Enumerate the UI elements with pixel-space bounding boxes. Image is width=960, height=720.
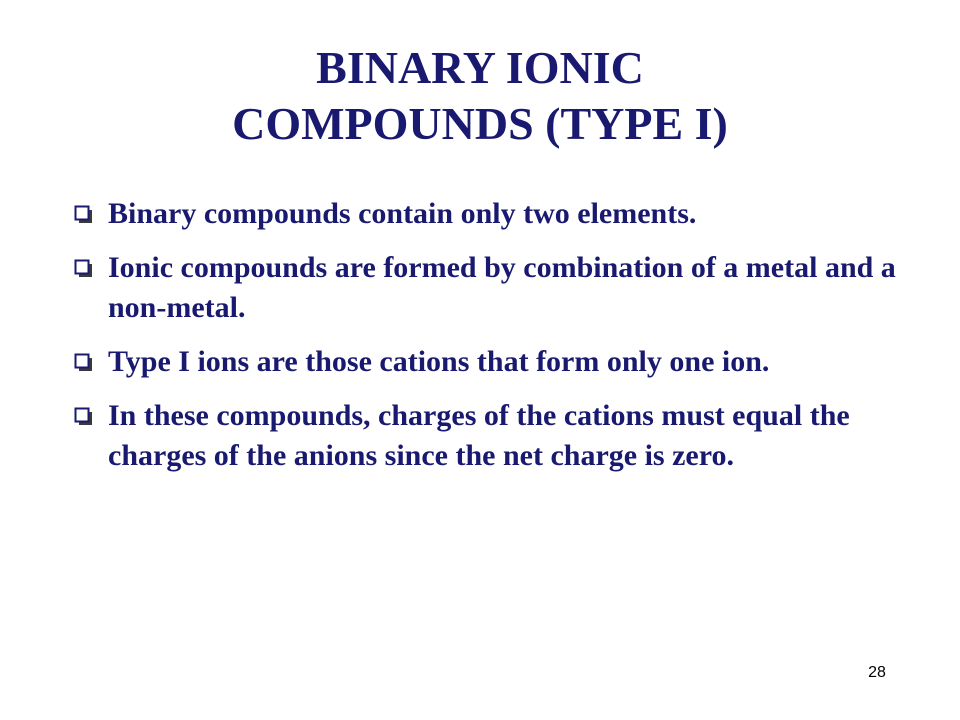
slide-title (0, 40, 960, 152)
bullet-text: Ionic compounds are formed by combination of a metal and a non-metal. (108, 251, 896, 324)
bullet-item (72, 194, 912, 234)
bullet-text: Binary compounds contain only two elements. (108, 197, 697, 230)
bullet-item (72, 396, 912, 476)
bullet-item (72, 342, 912, 382)
bullet-item (72, 248, 912, 328)
hollow-square-bullet-icon (72, 194, 108, 234)
bullet-text: In these compounds, charges of the cations must equal the charges of the anions since the net charge is zero. (108, 399, 850, 472)
hollow-square-bullet-icon (72, 342, 108, 382)
page-number: 28 (868, 664, 886, 681)
hollow-square-bullet-icon (72, 396, 108, 436)
hollow-square-bullet-icon (72, 248, 108, 288)
bullet-text: Type I ions are those cations that form only one ion. (108, 345, 770, 378)
bullet-list (72, 194, 912, 490)
slide-title-line-1: BINARY IONIC (316, 42, 644, 93)
slide-title-line-2: COMPOUNDS (TYPE I) (232, 98, 728, 149)
